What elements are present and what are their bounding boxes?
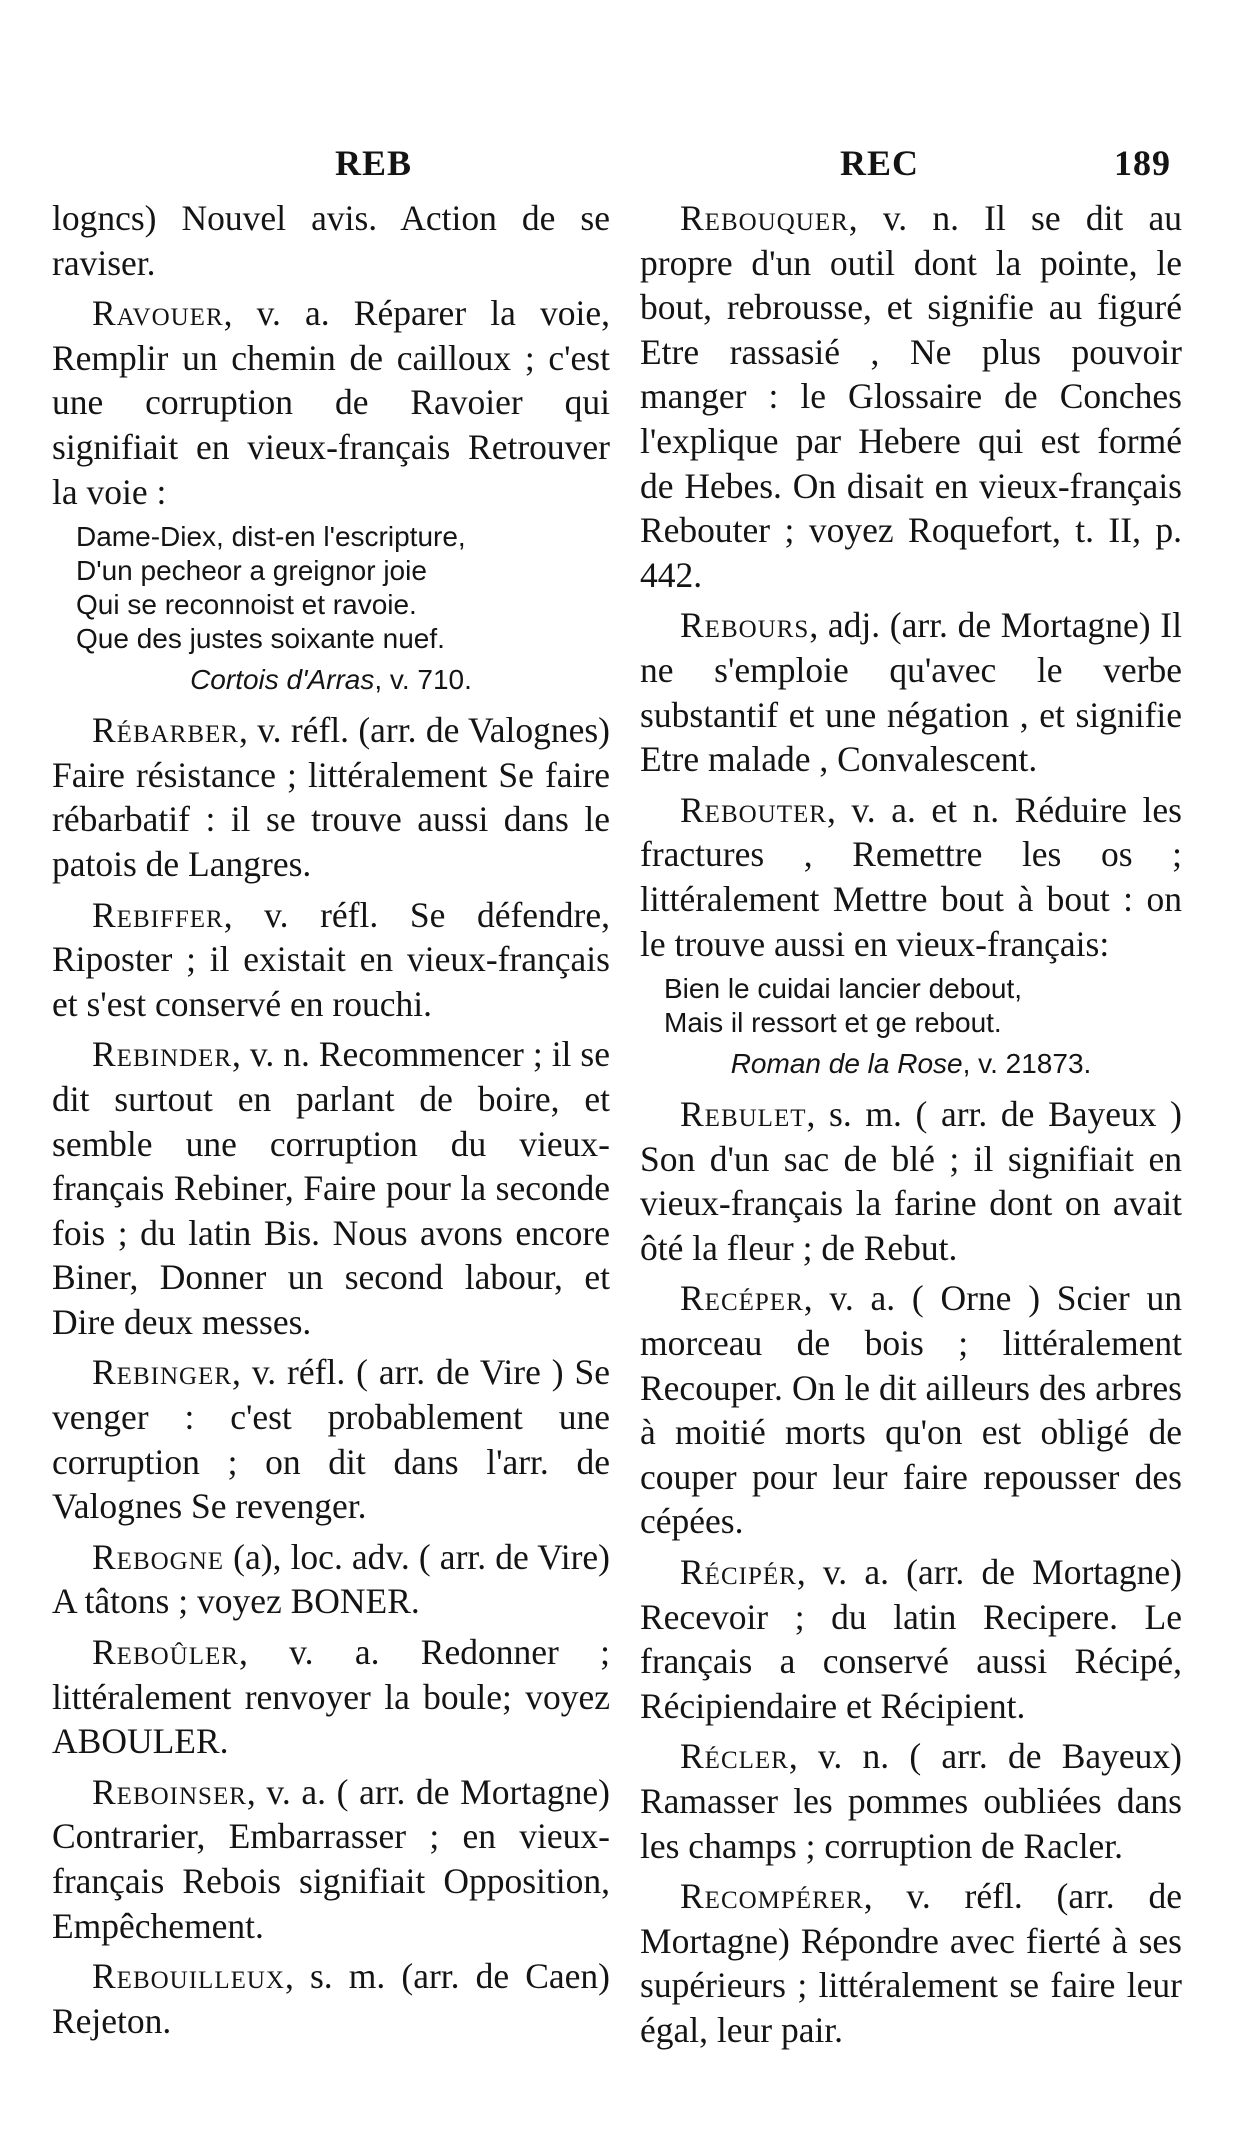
definition: , v. n. Recommencer ; il se dit surtout en parlant de boire, et semble une corruption du vieux-français Rebiner, Faire pour la seconde fois ; du latin Bis. Nous avons encore Biner, Donner un second labour, et Dire deux messes. bbox=[52, 1034, 610, 1342]
entry-rebouter bbox=[640, 788, 1182, 966]
entry-rebogne bbox=[52, 1535, 610, 1624]
entry-ravouer bbox=[52, 291, 610, 514]
headword: Reboûler bbox=[92, 1632, 239, 1673]
right-column bbox=[640, 196, 1182, 2059]
left-running-head: REB bbox=[335, 143, 413, 183]
definition: , v. a. Réparer la voie, Remplir un chemin de cailloux ; c'est une corruption de Ravoier qui signifiait en vieux-français Retrouver la voie : bbox=[52, 293, 610, 512]
verse-line: Que des justes soixante nuef. bbox=[76, 623, 445, 655]
definition: , v. réfl. (arr. de Valognes) Faire résistance ; littéralement Se faire rébarbatif : il se trouve aussi dans le patois de Langres. bbox=[52, 710, 610, 884]
verse-line: Mais il ressort et ge rebout. bbox=[664, 1007, 1002, 1039]
citation-title: Roman de la Rose bbox=[730, 1048, 963, 1080]
definition: , v. a. ( arr. de Mortagne) Contrarier, Embarrasser ; en vieux-français Rebois signifiait Opposition, Empêchement. bbox=[52, 1771, 610, 1946]
verse-line: Qui se reconnoist et ravoie. bbox=[76, 589, 417, 621]
entry-recomperer bbox=[640, 1874, 1182, 2052]
definition: , v. n. ( arr. de Bayeux) Ramasser les pommes oubliées dans les champs ; corruption de Racler. bbox=[640, 1736, 1182, 1866]
headword: Rebogne bbox=[92, 1536, 225, 1577]
citation-ref: , v. 21873. bbox=[962, 1048, 1092, 1080]
entry-rebulet bbox=[640, 1092, 1182, 1270]
entry-continuation: logncs) Nouvel avis. Action de se raviser. bbox=[52, 198, 610, 283]
definition: , v. n. Il se dit au propre d'un outil dont la pointe, le bout, rebrousse, et signifie au figuré Etre rassasié , Ne plus pouvoir manger : le Glossaire de Conches l'explique par Hebere qui est formé de Hebes. On disait en vieux-français Rebouter ; voyez Roquefort, t. II, p. 442. bbox=[640, 198, 1182, 595]
entry-rebouquer bbox=[640, 196, 1182, 597]
entry-rebarber bbox=[52, 708, 610, 886]
citation-title: Cortois d'Arras bbox=[190, 664, 375, 696]
entry-reboinser bbox=[52, 1770, 610, 1948]
verse-quotation bbox=[640, 972, 1182, 1040]
headword: Récipér bbox=[680, 1552, 797, 1593]
headword: Récler bbox=[680, 1736, 789, 1777]
headword: Reboinser bbox=[92, 1771, 247, 1812]
citation bbox=[640, 1046, 1182, 1082]
definition: , adj. (arr. de Mortagne) Il ne s'emploie qu'avec le verbe substantif et une négation , et signifie Etre malade , Convalescent. bbox=[640, 605, 1182, 780]
headword: Rebinder bbox=[92, 1034, 233, 1075]
entry-rebinder bbox=[52, 1032, 610, 1344]
verse-line: D'un pecheor a greignor joie bbox=[76, 555, 427, 587]
left-column bbox=[52, 196, 610, 2049]
verse-line: Dame-Diex, dist-en l'escripture, bbox=[76, 521, 466, 553]
page-number: 189 bbox=[1114, 143, 1171, 183]
headword: Ravouer bbox=[92, 293, 224, 334]
headword: Rebours bbox=[680, 605, 810, 646]
headword: Rebiffer bbox=[92, 894, 224, 935]
definition: , v. réfl. Se défendre, Riposter ; il existait en vieux-français et s'est conservé en rouchi. bbox=[52, 894, 610, 1024]
definition: , v. réfl. (arr. de Mortagne) Répondre avec fierté à ses supérieurs ; littéralement se faire leur égal, leur pair. bbox=[640, 1876, 1182, 2050]
verse-line: Bien le cuidai lancier debout, bbox=[664, 973, 1023, 1005]
headword: Rebouter bbox=[680, 789, 827, 830]
headword: Rébarber bbox=[92, 710, 239, 751]
right-running-head: REC bbox=[840, 143, 920, 183]
entry-rebinger bbox=[52, 1350, 610, 1528]
definition: , s. m. (arr. de Caen) Rejeton. bbox=[52, 1956, 610, 2041]
headword: Recompérer bbox=[680, 1876, 864, 1917]
verse-quotation bbox=[52, 520, 610, 656]
headword: Recéper bbox=[680, 1278, 804, 1319]
headword: Rebouilleux bbox=[92, 1956, 285, 1997]
definition: , v. a. (arr. de Mortagne) Recevoir ; du latin Recipere. Le français a conservé aussi Récipé, Récipiendaire et Récipient. bbox=[640, 1552, 1182, 1726]
citation bbox=[52, 662, 610, 698]
entry-receper bbox=[640, 1276, 1182, 1544]
entry-reciper bbox=[640, 1550, 1182, 1728]
headword: Rebinger bbox=[92, 1352, 233, 1393]
definition: , s. m. ( arr. de Bayeux ) Son d'un sac de blé ; il signifiait en vieux-français la farine dont on avait ôté la fleur ; de Rebut. bbox=[640, 1094, 1182, 1268]
headword: Rebulet bbox=[680, 1094, 807, 1135]
entry-rebiffer bbox=[52, 893, 610, 1027]
entry-rebours bbox=[640, 603, 1182, 781]
running-header bbox=[0, 142, 1239, 192]
definition: , v. a. ( Orne ) Scier un morceau de bois ; littéralement Recouper. On le dit ailleurs des arbres à moitié morts qu'on est obligé de couper pour leur faire repousser des cépées. bbox=[640, 1278, 1182, 1542]
definition: , v. a. Redonner ; littéralement renvoyer la boule; voyez ABOULER. bbox=[52, 1632, 610, 1762]
definition: , v. a. et n. Réduire les fractures , Remettre les os ; littéralement Mettre bout à bout : on le trouve aussi en vieux-français: bbox=[640, 789, 1182, 964]
definition: (a), loc. adv. ( arr. de Vire) A tâtons ; voyez BONER. bbox=[52, 1536, 610, 1622]
entry-rebouilleux bbox=[52, 1954, 610, 2043]
definition: , v. réfl. ( arr. de Vire ) Se venger : c'est probablement une corruption ; on dit dans l'arr. de Valognes Se revenger. bbox=[52, 1352, 610, 1527]
entry-recler bbox=[640, 1734, 1182, 1868]
citation-ref: , v. 710. bbox=[374, 664, 472, 696]
headword: Rebouquer bbox=[680, 198, 849, 238]
entry-reb-ouler bbox=[52, 1630, 610, 1764]
